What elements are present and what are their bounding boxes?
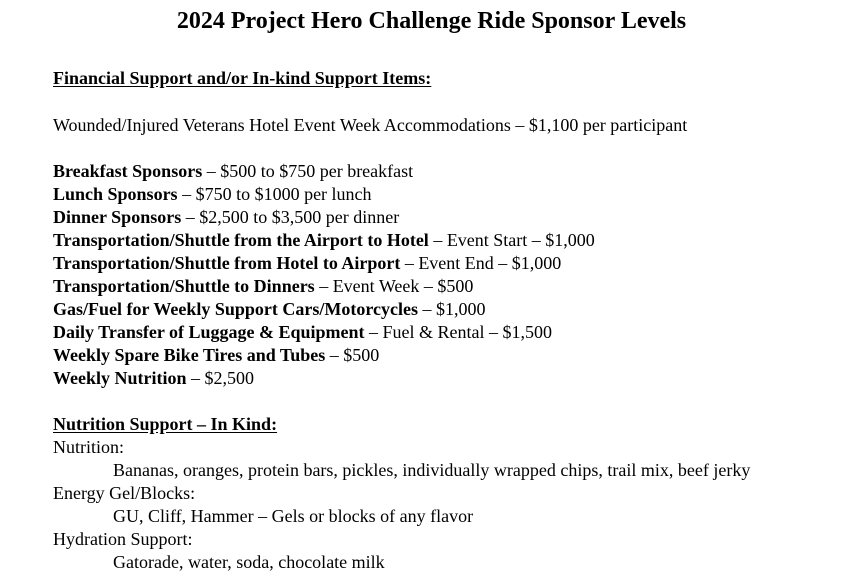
hotel-accommodations-line: Wounded/Injured Veterans Hotel Event Week Accommodations – $1,100 per participant (53, 115, 688, 135)
sponsor-item-detail: – Event Week – $500 (314, 276, 474, 296)
nutrition-group-detail: Gatorade, water, soda, chocolate milk (113, 552, 385, 572)
sponsor-item-label: Weekly Nutrition (53, 368, 187, 388)
nutrition-group-detail: Bananas, oranges, protein bars, pickles, individually wrapped chips, trail mix, beef jerky (113, 460, 751, 480)
sponsor-item (53, 367, 254, 390)
sponsor-item-label: Transportation/Shuttle from the Airport to Hotel (53, 230, 429, 250)
sponsor-item-label: Transportation/Shuttle to Dinners (53, 276, 315, 296)
section-heading-nutrition: Nutrition Support – In Kind: (53, 414, 278, 434)
nutrition-group-detail: GU, Cliff, Hammer – Gels or blocks of any flavor (113, 506, 474, 526)
sponsor-item (53, 183, 372, 206)
sponsor-item-label: Dinner Sponsors (53, 207, 182, 227)
nutrition-group-label: Nutrition: (53, 437, 124, 457)
sponsor-item-detail: – Fuel & Rental – $1,500 (364, 322, 553, 342)
sponsor-item-detail: – $500 (325, 345, 380, 365)
sponsor-item-detail: – Event End – $1,000 (400, 253, 562, 273)
sponsor-item-label: Daily Transfer of Luggage & Equipment (53, 322, 365, 342)
sponsor-item-detail: – $2,500 to $3,500 per dinner (181, 207, 400, 227)
sponsor-item (53, 275, 473, 298)
sponsor-item-detail: – $500 to $750 per breakfast (202, 161, 414, 181)
page-title: 2024 Project Hero Challenge Ride Sponsor Levels (176, 8, 687, 34)
sponsor-item (53, 344, 379, 367)
sponsor-item-label: Transportation/Shuttle from Hotel to Airport (53, 253, 401, 273)
sponsor-item-label: Gas/Fuel for Weekly Support Cars/Motorcycles (53, 299, 418, 319)
sponsor-item (53, 160, 413, 183)
section-heading-financial: Financial Support and/or In-kind Support Items: (53, 68, 432, 88)
sponsor-item (53, 252, 561, 275)
sponsor-item (53, 298, 485, 321)
sponsor-item-detail: – $750 to $1000 per lunch (177, 184, 372, 204)
nutrition-group-label: Hydration Support: (53, 529, 193, 549)
nutrition-group-label: Energy Gel/Blocks: (53, 483, 196, 503)
sponsor-item-detail: – $2,500 (186, 368, 254, 388)
sponsor-item-detail: – $1,000 (417, 299, 486, 319)
sponsor-item-detail: – Event Start – $1,000 (428, 230, 595, 250)
sponsor-item (53, 321, 552, 344)
sponsor-item (53, 229, 595, 252)
sponsor-item (53, 206, 399, 229)
sponsor-item-label: Weekly Spare Bike Tires and Tubes (53, 345, 326, 365)
sponsor-item-label: Lunch Sponsors (53, 184, 178, 204)
sponsor-item-label: Breakfast Sponsors (53, 161, 203, 181)
